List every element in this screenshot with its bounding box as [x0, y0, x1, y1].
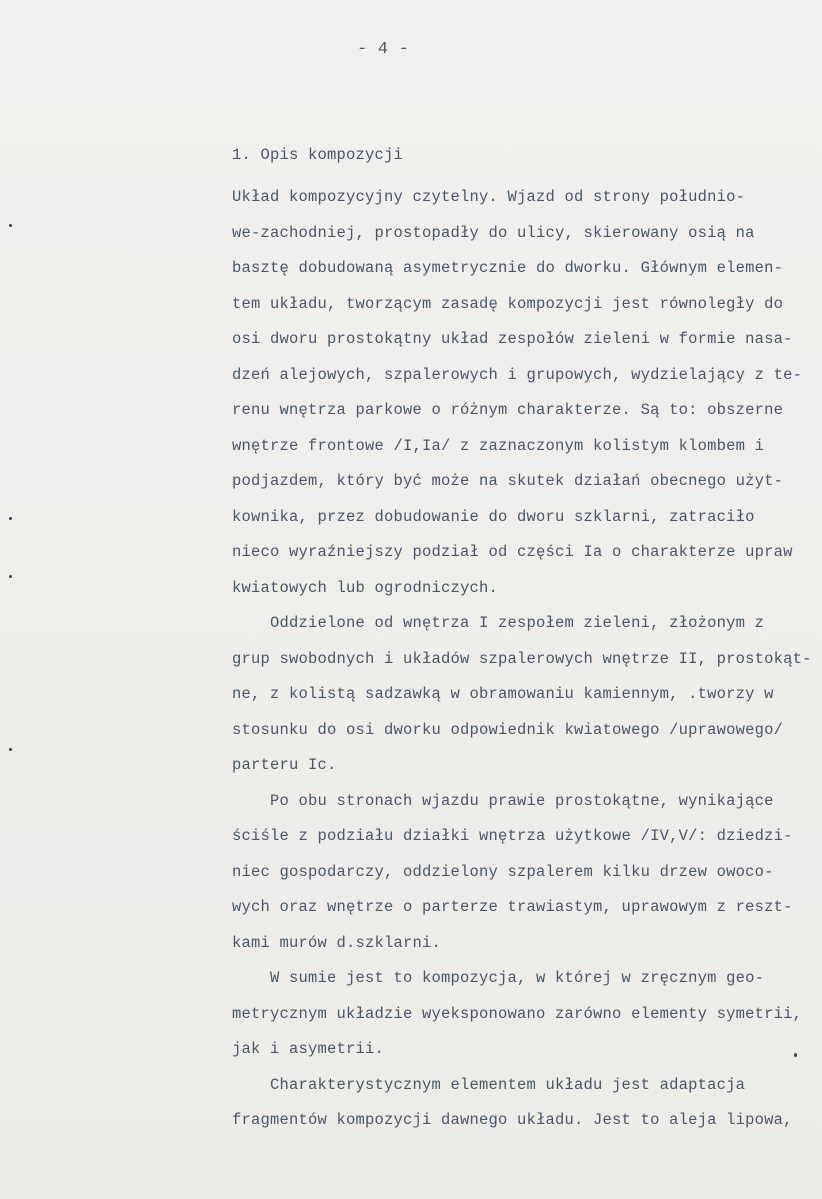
- text-line: nieco wyraźniejszy podział od części Ia o charakterze upraw: [232, 543, 793, 561]
- text-line: kownika, przez dobudowanie do dworu szklarni, zatraciło: [232, 507, 755, 526]
- section-heading: 1. Opis kompozycji: [232, 146, 404, 164]
- text-line: metrycznym układzie wyeksponowano zarówno elementy symetrii,: [232, 1004, 803, 1023]
- text-line: wych oraz wnętrze o parterze trawiastym, uprawowym z reszt-: [232, 898, 793, 916]
- text-line: fragmentów kompozycji dawnego układu. Jest to aleja lipowa,: [232, 1111, 793, 1129]
- text-line: kwiatowych lub ogrodniczych.: [232, 578, 499, 597]
- text-line: basztę dobudowaną asymetrycznie do dworku. Głównym elemen-: [232, 259, 784, 277]
- text-line: stosunku do osi dworku odpowiednik kwiatowego /uprawowego/: [232, 720, 784, 739]
- text-line: parteru Ic.: [232, 756, 337, 774]
- text-line: W sumie jest to kompozycja, w której w zręcznym geo-: [232, 969, 765, 987]
- text-line: podjazdem, który być może na skutek działań obecnego użyt-: [232, 472, 784, 490]
- text-line: dzeń alejowych, szpalerowych i grupowych, wydzielający z te-: [232, 365, 803, 384]
- text-line: ściśle z podziału działki wnętrza użytkowe /IV,V/: dziedzi-: [232, 827, 793, 845]
- text-line: Charakterystycznym elementem układu jest adaptacja: [232, 1075, 746, 1094]
- margin-dot-3: [9, 575, 12, 578]
- margin-dot-4: [9, 748, 12, 751]
- text-line: Po obu stronach wjazdu prawie prostokątne, wynikające: [232, 791, 774, 810]
- text-line: grup swobodnych i układów szpalerowych wnętrze II, prostokąt-: [232, 649, 812, 668]
- margin-dot-5: [794, 1053, 797, 1057]
- text-line: kami murów d.szklarni.: [232, 933, 442, 952]
- text-line: Układ kompozycyjny czytelny. Wjazd od strony południo-: [232, 188, 746, 206]
- text-line: we-zachodniej, prostopadły do ulicy, skierowany osią na: [232, 223, 755, 242]
- text-line: jak i asymetrii.: [232, 1040, 385, 1058]
- margin-dot-1: [9, 224, 12, 227]
- margin-dot-2: [9, 517, 12, 520]
- text-line: wnętrze frontowe /I,Ia/ z zaznaczonym kolistym klombem i: [232, 436, 765, 455]
- text-line: niec gospodarczy, oddzielony szpalerem kilku drzew owoco-: [232, 862, 774, 881]
- text-line: tem układu, tworzącym zasadę kompozycji jest równoległy do: [232, 294, 784, 313]
- text-line: Oddzielone od wnętrza I zespołem zieleni, złożonym z: [232, 614, 765, 632]
- text-line: ne, z kolistą sadzawką w obramowaniu kamiennym, .tworzy w: [232, 685, 774, 703]
- page-number: - 4 -: [357, 40, 410, 59]
- text-line: renu wnętrza parkowe o różnym charakterze. Są to: obszerne: [232, 401, 784, 419]
- text-line: osi dworu prostokątny układ zespołów zieleni w formie nasa-: [232, 330, 793, 348]
